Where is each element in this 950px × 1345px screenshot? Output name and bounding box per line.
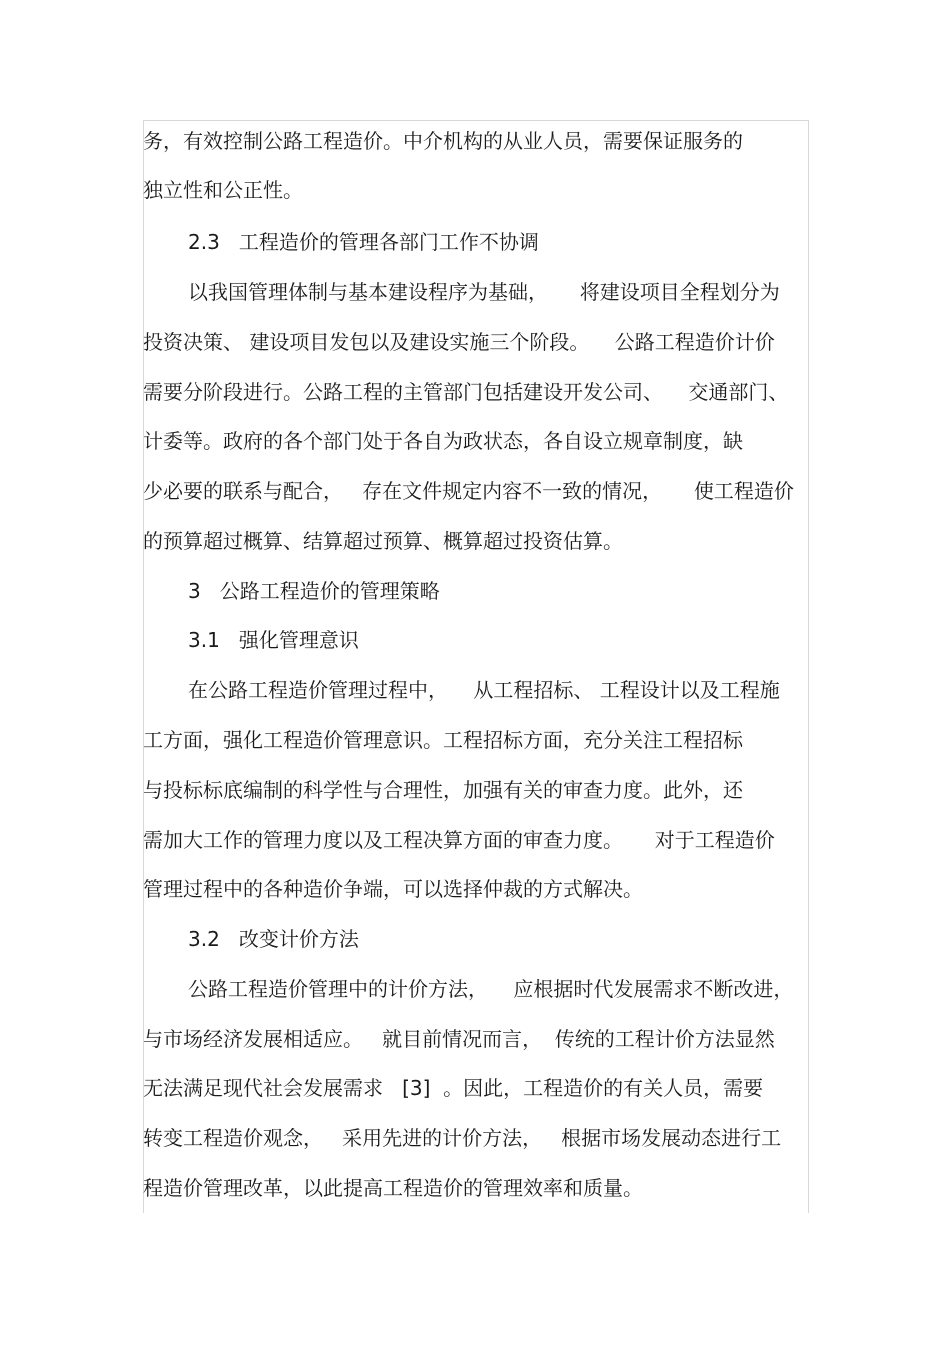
text-line: 务，有效控制公路工程造价。中介机构的从业人员，需要保证服务的 <box>143 129 743 153</box>
text-line: 与市场经济发展相适应。 就目前情况而言， 传统的工程计价方法显然 <box>143 1027 775 1051</box>
paragraph-start: 公路工程造价管理中的计价方法， 应根据时代发展需求不断改进， <box>188 977 794 1001</box>
section-heading-3: 3 公路工程造价的管理策略 <box>188 579 440 603</box>
text-line: 计委等。政府的各个部门处于各自为政状态，各自设立规章制度，缺 <box>143 429 743 453</box>
text-line: 转变工程造价观念， 采用先进的计价方法， 根据市场发展动态进行工 <box>143 1126 782 1150</box>
paragraph-start: 在公路工程造价管理过程中， 从工程招标、 工程设计以及工程施 <box>188 678 780 702</box>
text-line: 与投标标底编制的科学性与合理性，加强有关的审查力度。此外，还 <box>143 778 743 802</box>
text-line: 工方面，强化工程造价管理意识。工程招标方面，充分关注工程招标 <box>143 728 743 752</box>
text-line: 投资决策、 建设项目发包以及建设实施三个阶段。 公路工程造价计价 <box>143 330 775 354</box>
section-heading-3-2: 3.2 改变计价方法 <box>188 927 359 951</box>
text-line: 需要分阶段进行。公路工程的主管部门包括建设开发公司、 交通部门、 <box>143 380 789 404</box>
paragraph-start: 以我国管理体制与基本建设程序为基础， 将建设项目全程划分为 <box>188 280 780 304</box>
text-line: 独立性和公正性。 <box>143 178 303 202</box>
section-heading-3-1: 3.1 强化管理意识 <box>188 628 359 652</box>
text-line: 少必要的联系与配合， 存在文件规定内容不一致的情况， 使工程造价 <box>143 479 794 503</box>
section-heading-2-3: 2.3 工程造价的管理各部门工作不协调 <box>188 230 539 254</box>
text-line: 无法满足现代社会发展需求 [3] 。因此，工程造价的有关人员，需要 <box>143 1076 764 1100</box>
text-line: 管理过程中的各种造价争端，可以选择仲裁的方式解决。 <box>143 877 643 901</box>
text-line: 程造价管理改革，以此提高工程造价的管理效率和质量。 <box>143 1176 643 1200</box>
text-line: 需加大工作的管理力度以及工程决算方面的审查力度。 对于工程造价 <box>143 828 775 852</box>
text-line: 的预算超过概算、结算超过预算、概算超过投资估算。 <box>143 529 623 553</box>
